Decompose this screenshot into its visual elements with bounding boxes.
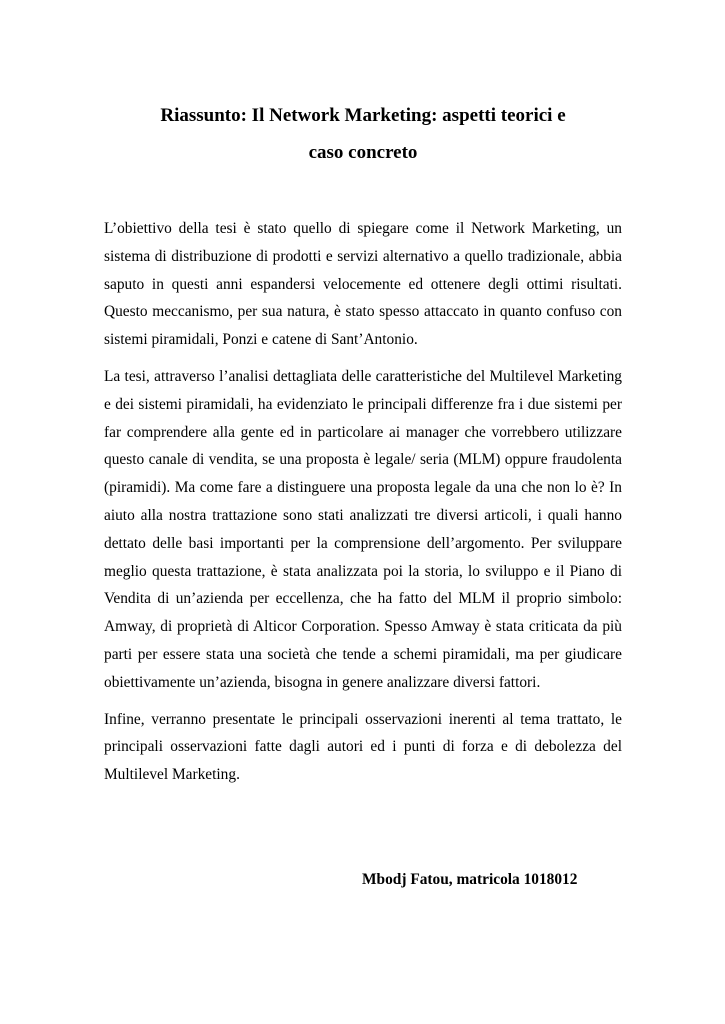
paragraph-2: La tesi, attraverso l’analisi dettagliata delle caratteristiche del Multilevel Marketing e dei sistemi piramidali, ha evidenziato le principali differenze fra i due sistemi per far comprendere alla gente ed in particolare ai manager che vorrebbero utilizzare questo canale di vendita, se una proposta è legale/ seria (MLM) oppure fraudolenta (piramidi). Ma come fare a distinguere una proposta legale da una che non lo è? In aiuto alla nostra trattazione sono stati analizzati tre diversi articoli, i quali hanno dettato delle basi importanti per la comprensione dell’argomento. Per sviluppare meglio questa trattazione, è stata analizzata poi la storia, lo sviluppo e il Piano di Vendita di un’azienda per eccellenza, che ha fatto del MLM il proprio simbolo: Amway, di proprietà di Alticor Corporation. Spesso Amway è stata criticata da più parti per essere stata una società che tende a schemi piramidali, ma per giudicare obiettivamente un’azienda, bisogna in genere analizzare diversi fattori.	[104, 367, 622, 691]
paragraph-1: L’obiettivo della tesi è stato quello di spiegare come il Network Marketing, un sistema di distribuzione di prodotti e servizi alternativo a quello tradizionale, abbia saputo in questi anni espandersi velocemente ed ottenere degli ottimi risultati. Questo meccanismo, per sua natura, è stato spesso attaccato in quanto confuso con sistemi piramidali, Ponzi e catene di Sant’Antonio.	[104, 220, 622, 349]
author-signature: Mbodj Fatou, matricola 1018012	[362, 871, 578, 888]
document-title-line-1: Riassunto: Il Network Marketing: aspetti teorici e	[160, 105, 566, 126]
document-title-line-2: caso concreto	[308, 142, 418, 163]
document-body	[104, 215, 622, 798]
paragraph-3: Infine, verranno presentate le principali osservazioni inerenti al tema trattato, le principali osservazioni fatte dagli autori ed i punti di forza e di debolezza del Multilevel Marketing.	[104, 710, 622, 784]
